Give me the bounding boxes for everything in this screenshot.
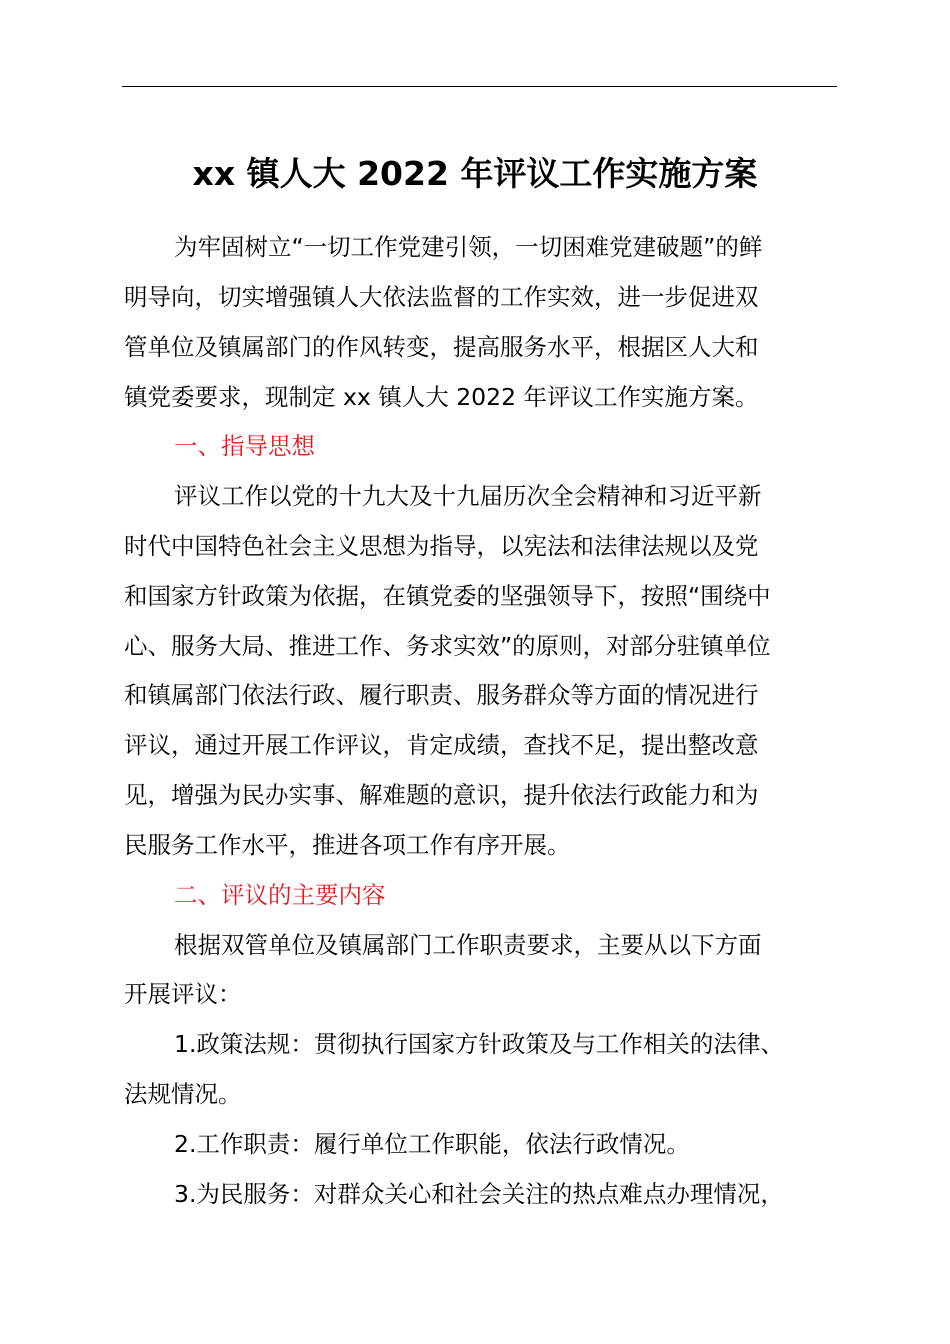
header-rule xyxy=(122,86,837,87)
body-line: 评议工作以党的十九大及十九届历次全会精神和习近平新 xyxy=(174,482,762,510)
list-item-duties: 2.工作职责：履行单位工作职能，依法行政情况。 xyxy=(174,1130,690,1158)
body-line: 镇党委要求，现制定 xx 镇人大 2022 年评议工作实施方案。 xyxy=(124,383,759,411)
section-heading-main-content: 二、评议的主要内容 xyxy=(174,881,386,909)
body-line: 根据双管单位及镇属部门工作职责要求，主要从以下方面 xyxy=(174,931,762,959)
body-line: 管单位及镇属部门的作风转变，提高服务水平，根据区人大和 xyxy=(124,333,759,361)
section-heading-guiding-ideology: 一、指导思想 xyxy=(174,432,315,460)
list-item-service: 3.为民服务：对群众关心和社会关注的热点难点办理情况， xyxy=(174,1180,784,1208)
body-line: 开展评议： xyxy=(124,980,242,1008)
body-line: 和国家方针政策为依据，在镇党委的坚强领导下，按照“围绕中 xyxy=(124,582,771,610)
body-line: 民服务工作水平，推进各项工作有序开展。 xyxy=(124,831,571,859)
body-line: 和镇属部门依法行政、履行职责、服务群众等方面的情况进行 xyxy=(124,681,759,709)
body-line: 为牢固树立“一切工作党建引领，一切困难党建破题”的鲜 xyxy=(174,233,763,261)
body-line: 时代中国特色社会主义思想为指导，以宪法和法律法规以及党 xyxy=(124,532,759,560)
document-title: xx 镇人大 2022 年评议工作实施方案 xyxy=(192,154,758,193)
body-line: 法规情况。 xyxy=(124,1080,242,1108)
body-line: 心、服务大局、推进工作、务求实效”的原则，对部分驻镇单位 xyxy=(124,632,771,660)
body-line: 见，增强为民办实事、解难题的意识，提升依法行政能力和为 xyxy=(124,781,759,809)
list-item-policy: 1.政策法规：贯彻执行国家方针政策及与工作相关的法律、 xyxy=(174,1030,784,1058)
body-line: 明导向，切实增强镇人大依法监督的工作实效，进一步促进双 xyxy=(124,283,759,311)
body-line: 评议，通过开展工作评议，肯定成绩，查找不足，提出整改意 xyxy=(124,731,759,759)
